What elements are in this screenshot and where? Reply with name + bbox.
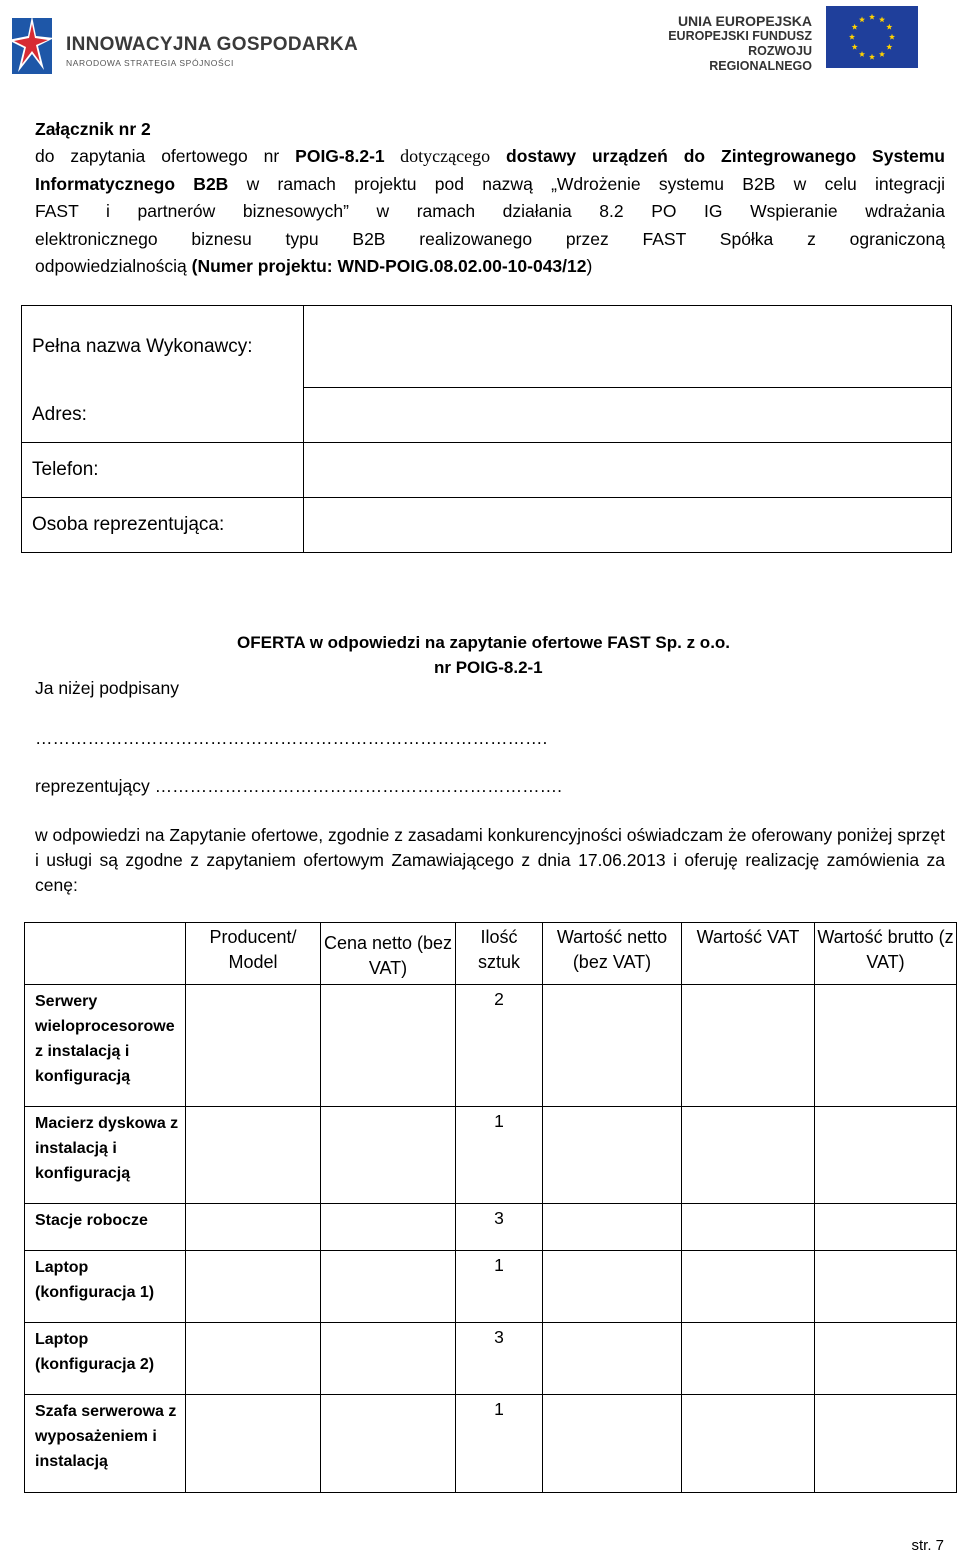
item-name: Macierz dyskowa z instalacją i konfiguracją (25, 1107, 186, 1204)
signer-name-field[interactable]: ……………………………………………………………………………. (35, 728, 548, 748)
vat-cell[interactable] (682, 1323, 815, 1395)
eu-flag-icon (826, 6, 918, 68)
signed-label: Ja niżej podpisany (35, 678, 179, 698)
price-header-gross: Wartość brutto (z VAT) (815, 923, 957, 985)
vat-cell[interactable] (682, 1395, 815, 1493)
contractor-phone-label: Telefon: (22, 443, 304, 498)
vat-cell[interactable] (682, 1204, 815, 1251)
qty-cell: 2 (456, 985, 543, 1107)
qty-cell: 1 (456, 1107, 543, 1204)
contractor-rep-label: Osoba reprezentująca: (22, 498, 304, 553)
price-header-qty: Ilość sztuk (456, 923, 543, 985)
gross-cell[interactable] (815, 1395, 957, 1493)
contractor-phone-field[interactable] (304, 443, 952, 498)
net-price-cell[interactable] (321, 985, 456, 1107)
table-row (25, 1204, 957, 1251)
net-value-cell[interactable] (543, 985, 682, 1107)
vat-cell[interactable] (682, 1251, 815, 1323)
contractor-table (21, 305, 952, 553)
response-paragraph: w odpowiedzi na Zapytanie ofertowe, zgodnie z zasadami konkurencyjności oświadczam że oferowany poniżej sprzęt i usługi są zgodne z zapytaniem ofertowym Zamawiającego z dnia 17.06.2013 i oferuję realizację zamówienia za cenę: (35, 825, 945, 895)
contractor-address-field[interactable] (304, 388, 952, 443)
price-header-producer: Producent/ Model (186, 923, 321, 985)
gross-cell[interactable] (815, 985, 957, 1107)
table-row (25, 1323, 957, 1395)
net-price-cell[interactable] (321, 1395, 456, 1493)
ig-brand-sub: NARODOWA STRATEGIA SPÓJNOŚCI (66, 58, 234, 68)
producer-cell[interactable] (186, 1107, 321, 1204)
eu-line2: EUROPEJSKI FUNDUSZ (668, 29, 812, 43)
producer-cell[interactable] (186, 1395, 321, 1493)
net-value-cell[interactable] (543, 1204, 682, 1251)
contractor-row-address (22, 388, 952, 443)
qty-cell: 1 (456, 1251, 543, 1323)
intro-line-6: odpowiedzialnością (Numer projektu: WND-POIG.08.02.00-10-043/12) (35, 256, 593, 276)
table-row (25, 985, 957, 1107)
vat-cell[interactable] (682, 1107, 815, 1204)
qty-cell: 3 (456, 1323, 543, 1395)
item-name: Stacje robocze (25, 1204, 186, 1251)
gross-cell[interactable] (815, 1204, 957, 1251)
gross-cell[interactable] (815, 1323, 957, 1395)
intro-line-4: FAST i partnerów biznesowych” w ramach działania 8.2 PO IG Wspieranie wdrażania (35, 201, 945, 221)
table-row (25, 1107, 957, 1204)
price-header-vat: Wartość VAT (682, 923, 815, 985)
item-name: Serwery wieloprocesorowe z instalacją i konfiguracją (25, 985, 186, 1107)
price-header-item (25, 923, 186, 985)
net-value-cell[interactable] (543, 1251, 682, 1323)
table-row (25, 1395, 957, 1493)
vat-cell[interactable] (682, 985, 815, 1107)
contractor-address-label: Adres: (22, 388, 304, 443)
intro-line-5: elektronicznego biznesu typu B2B realizowanego przez FAST Spółka z ograniczoną (35, 229, 945, 249)
contractor-row-name (22, 306, 952, 388)
ig-star-icon (8, 14, 56, 78)
attachment-label: Załącznik nr 2 (35, 119, 151, 139)
ig-brand-name: INNOWACYJNA GOSPODARKA (66, 34, 358, 55)
item-name: Laptop (konfiguracja 1) (25, 1251, 186, 1323)
contractor-row-rep (22, 498, 952, 553)
offer-title-line2: nr POIG-8.2-1 (434, 658, 543, 677)
net-value-cell[interactable] (543, 1323, 682, 1395)
net-value-cell[interactable] (543, 1395, 682, 1493)
intro-line-2: do zapytania ofertowego nr POIG-8.2-1 dotyczącego dostawy urządzeń do Zintegrowanego Systemu (35, 146, 945, 166)
eu-line3: ROZWOJU REGIONALNEGO (709, 44, 812, 73)
net-price-cell[interactable] (321, 1107, 456, 1204)
contractor-row-phone (22, 443, 952, 498)
qty-cell: 1 (456, 1395, 543, 1493)
table-row (25, 1251, 957, 1323)
producer-cell[interactable] (186, 1323, 321, 1395)
qty-cell: 3 (456, 1204, 543, 1251)
eu-line1: UNIA EUROPEJSKA (677, 13, 812, 29)
price-header-row (25, 923, 957, 985)
contractor-name-label: Pełna nazwa Wykonawcy: (22, 306, 304, 388)
net-price-cell[interactable] (321, 1251, 456, 1323)
net-value-cell[interactable] (543, 1107, 682, 1204)
producer-cell[interactable] (186, 985, 321, 1107)
eu-logo (658, 6, 918, 72)
producer-cell[interactable] (186, 1204, 321, 1251)
net-price-cell[interactable] (321, 1204, 456, 1251)
price-header-net-price: Cena netto (bez VAT) (321, 923, 456, 985)
net-price-cell[interactable] (321, 1323, 456, 1395)
producer-cell[interactable] (186, 1251, 321, 1323)
gross-cell[interactable] (815, 1251, 957, 1323)
price-table (24, 922, 957, 1493)
offer-title-line1: OFERTA w odpowiedzi na zapytanie ofertowe FAST Sp. z o.o. (237, 633, 731, 652)
intro-line-3: Informatycznego B2B w ramach projektu pod nazwą „Wdrożenie systemu B2B w celu integracji (35, 174, 946, 194)
attachment-heading (35, 116, 945, 144)
contractor-rep-field[interactable] (304, 498, 952, 553)
representing-field[interactable]: reprezentujący ……………………………………………………………. (35, 776, 563, 796)
item-name: Szafa serwerowa z wyposażeniem i instalacją (25, 1395, 186, 1493)
contractor-name-field[interactable] (304, 306, 952, 388)
offer-title (237, 630, 797, 680)
page-number: str. 7 (911, 1537, 944, 1554)
item-name: Laptop (konfiguracja 2) (25, 1323, 186, 1395)
price-header-net-value: Wartość netto (bez VAT) (543, 923, 682, 985)
eu-text (658, 14, 812, 74)
innowacyjna-gospodarka-logo (8, 8, 358, 78)
gross-cell[interactable] (815, 1107, 957, 1204)
